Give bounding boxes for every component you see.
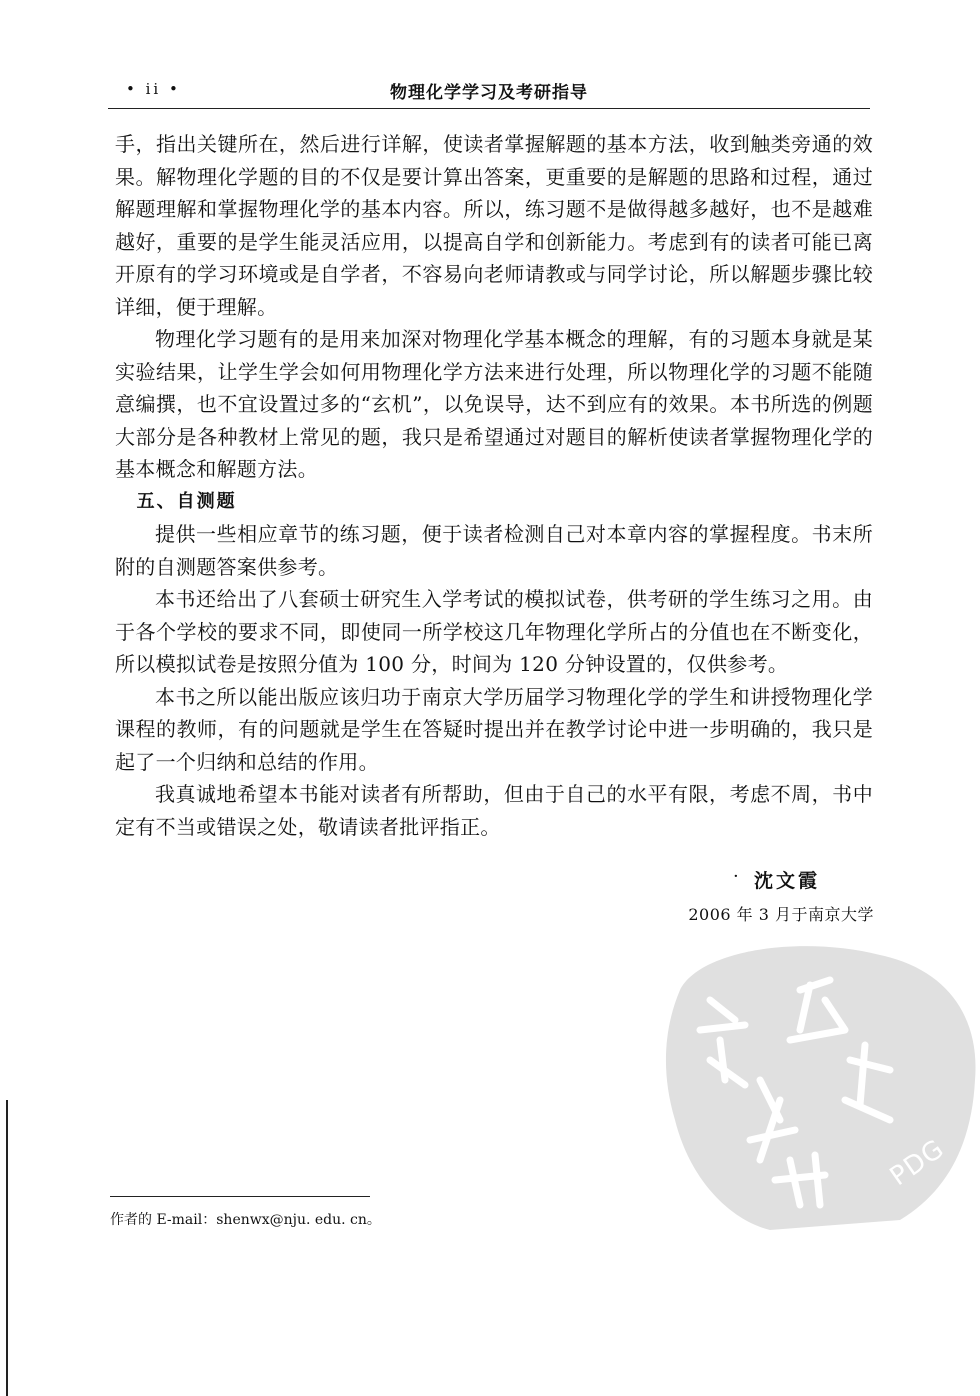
pdg-watermark-seal bbox=[650, 930, 980, 1230]
body-text bbox=[115, 128, 873, 843]
running-title: 物理化学学习及考研指导 bbox=[390, 83, 588, 103]
stray-mark: · bbox=[733, 866, 739, 887]
scan-edge-line bbox=[6, 1100, 8, 1396]
author-email-footnote: 作者的 E-mail：shenwx@nju. edu. cn。 bbox=[110, 1212, 381, 1228]
paragraph-self-test: 提供一些相应章节的练习题，便于读者检测自己对本章内容的掌握程度。书末所附的自测题答案供参考。 bbox=[115, 522, 873, 579]
watermark-label: PDG bbox=[884, 1133, 951, 1193]
paragraph-acknowledgement: 本书之所以能出版应该归功于南京大学历届学习物理化学的学生和讲授物理化学课程的教师，有的问题就是学生在答疑时提出并在教学讨论中进一步明确的，我只是起了一个归纳和总结的作用。 bbox=[115, 684, 873, 774]
signature-date: 2006 年 3 月于南京大学 bbox=[688, 905, 874, 924]
paragraph-mock-exams: 本书还给出了八套硕士研究生入学考试的模拟试卷，供考研的学生练习之用。由于各个学校的要求不同，即使同一所学校这几年物理化学所占的分值也在不断变化，所以模拟试卷是按照分值为 100 分，时间为 120 分钟设置的，仅供参考。 bbox=[115, 587, 873, 676]
paragraph-exercises: 物理化学习题有的是用来加深对物理化学基本概念的理解，有的习题本身就是某实验结果，让学生学会如何用物理化学方法来进行处理，所以物理化学的习题不能随意编撰，也不宜设置过多的“玄机”，以免误导，达不到应有的效果。本书所选的例题大部分是各种教材上常见的题，我只是希望通过对题目的解析使读者掌握物理化学的基本概念和解题方法。 bbox=[115, 327, 873, 481]
footnote-rule bbox=[110, 1196, 370, 1197]
paragraph-continued: 手，指出关键所在，然后进行详解，使读者掌握解题的基本方法，收到触类旁通的效果。解物理化学题的目的不仅是要计算出答案，更重要的是解题的思路和过程，通过解题理解和掌握物理化学的基本内容。所以，练习题不是做得越多越好，也不是越难越好，重要的是学生能灵活应用，以提高自学和创新能力。考虑到有的读者可能已离开原有的学习环境或是自学者，不容易向老师请教或与同学讨论，所以解题步骤比较详细，便于理解。 bbox=[115, 132, 873, 319]
author-signature: 沈文霞 bbox=[753, 870, 820, 892]
page-number: • ii • bbox=[126, 80, 181, 98]
paragraph-closing: 我真诚地希望本书能对读者有所帮助，但由于自己的水平有限，考虑不周，书中定有不当或错误之处，敬请读者批评指正。 bbox=[115, 782, 873, 839]
section-heading-self-test: 五、自测题 bbox=[136, 490, 237, 512]
running-header bbox=[108, 78, 870, 109]
